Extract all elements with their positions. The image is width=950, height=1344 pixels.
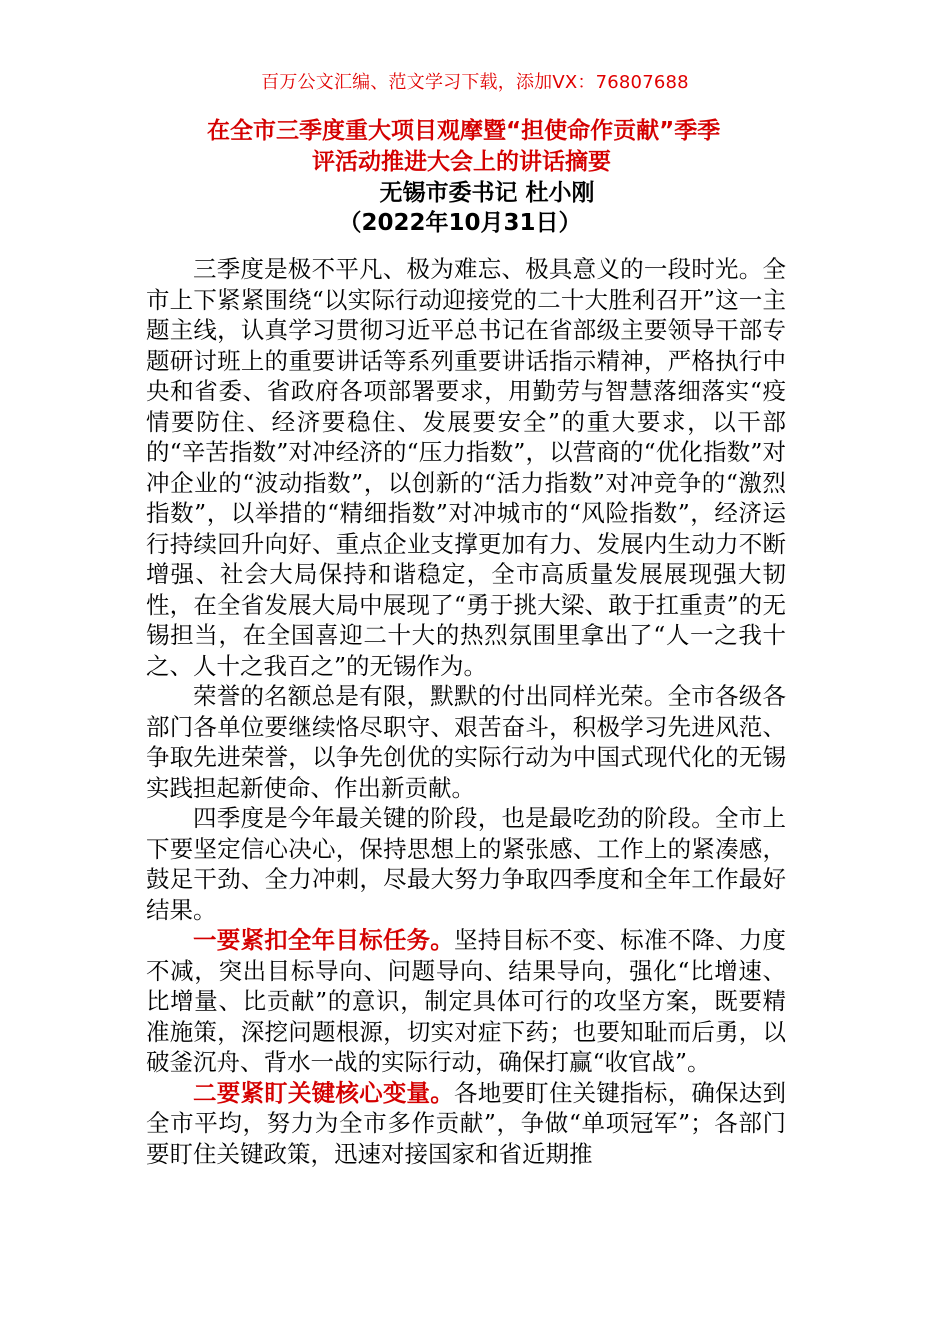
paragraph (146, 681, 786, 803)
paragraph (146, 925, 786, 1078)
paragraph-text: 荣誉的名额总是有限，默默的付出同样光荣。全市各级各部门各单位要继续恪尽职守、艰苦奋斗，积极学习先进风范、争取先进荣誉，以争先创优的实际行动为中国式现代化的无锡实践担起新使命、作出新贡献。 (146, 682, 786, 802)
paragraph-text: 各地要盯住关键指标，确保达到全市平均，努力为全市多作贡献”，争做“单项冠军”；各部门要盯住关键政策，迅速对接国家和省近期推 (146, 1078, 787, 1168)
speaker-block (0, 178, 950, 238)
paragraph-lead: 二要紧盯关键核心变量。 (193, 1078, 455, 1107)
paragraph-text: 三季度是极不平凡、极为难忘、极具意义的一段时光。全市上下紧紧围绕“以实际行动迎接党的二十大胜利召开”这一主题主线，认真学习贯彻习近平总书记在省部级主要领导干部专题研讨班上的重要讲话等系列重要讲话指示精神，严格执行中央和省委、省政府各项部署要求，用勤劳与智慧落细落实“疫情要防住、经济要稳住、发展要安全”的重大要求，以干部的“辛苦指数”对冲经济的“压力指数”，以营商的“优化指数”对冲企业的“波动指数”，以创新的“活力指数”对冲竞争的“激烈指数”，以举措的“精细指数”对冲城市的“风险指数”，经济运行持续回升向好、重点企业支撑更加有力、发展内生动力不断增强、社会大局保持和谐稳定，全市高质量发展展现强大韧性，在全省发展大局中展现了“勇于挑大梁、敢于扛重责”的无锡担当，在全国喜迎二十大的热烈氛围里拿出了“人一之我十之、人十之我百之”的无锡作为。 (146, 255, 786, 680)
document-body (146, 254, 786, 1169)
paragraph-lead: 一要紧扣全年目标任务。 (193, 926, 455, 954)
paragraph (146, 1078, 786, 1170)
document-title (150, 116, 840, 178)
title-line-2: 评活动推进大会上的讲话摘要 (312, 149, 611, 175)
speaker-name: 无锡市委书记 杜小刚 (379, 180, 595, 206)
paragraph (146, 254, 786, 681)
title-line-1: 在全市三季度重大项目观摩暨“担使命作贡献”季季 (207, 118, 721, 144)
header-watermark: 百万公文汇编、范文学习下载，添加VX：76807688 (261, 72, 689, 93)
paragraph (146, 803, 786, 925)
paragraph-text: 四季度是今年最关键的阶段，也是最吃劲的阶段。全市上下要坚定信心决心，保持思想上的紧张感、工作上的紧凑感，鼓足干劲、全力冲刺，尽最大努力争取四季度和全年工作最好结果。 (146, 804, 786, 924)
speech-date: （2022年10月31日） (338, 210, 582, 236)
paragraph-text: 坚持目标不变、标准不降、力度不减，突出目标导向、问题导向、结果导向，强化“比增速、比增量、比贡献”的意识，制定具体可行的攻坚方案，既要精准施策，深挖问题根源，切实对症下药；也要知耻而后勇，以破釜沉舟、背水一战的实际行动，确保打赢“收官战”。 (146, 926, 787, 1076)
